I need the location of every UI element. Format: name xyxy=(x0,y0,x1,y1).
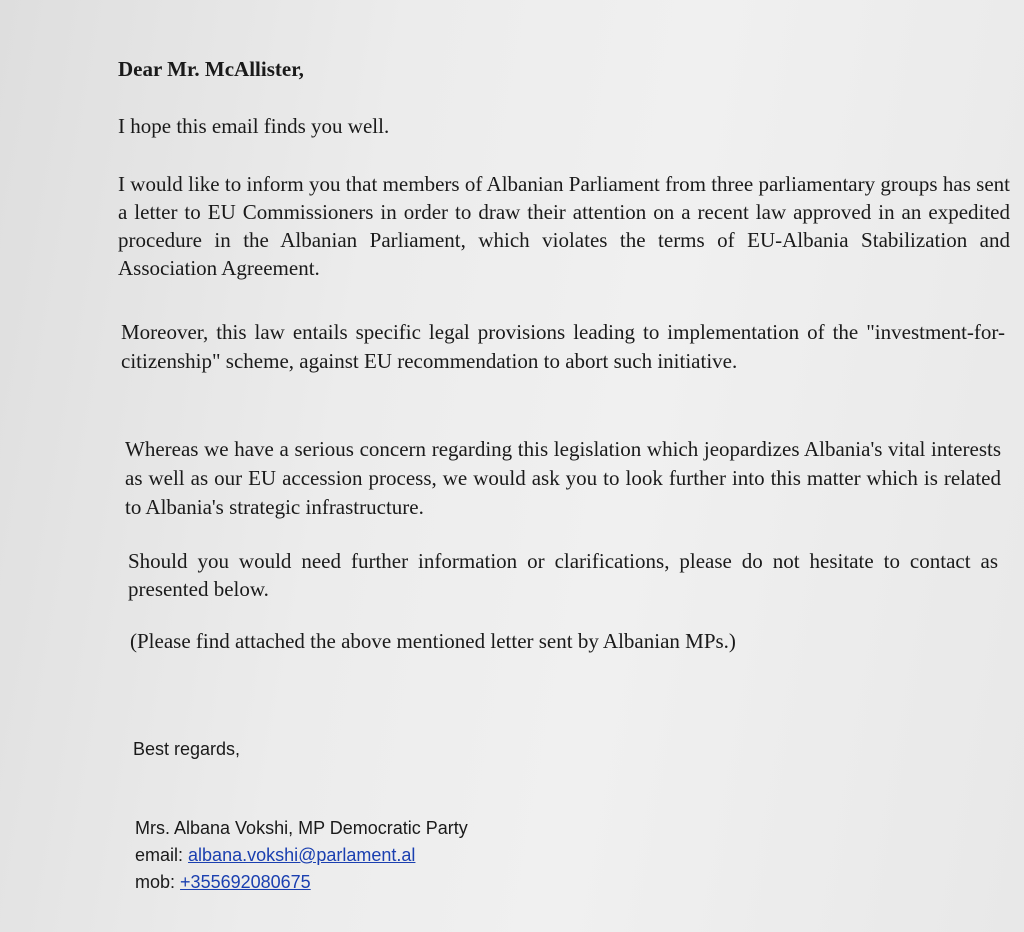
mobile-link[interactable]: +355692080675 xyxy=(180,872,311,892)
paragraph-opening: I hope this email finds you well. xyxy=(118,114,390,138)
signature-name: Mrs. Albana Vokshi, MP Democratic Party xyxy=(135,818,468,838)
paragraph-moreover: Moreover, this law entails specific legal provisions leading to implementation of the "investment-for-citizenship" scheme, against EU recommendation to abort such initiative. xyxy=(121,320,1005,373)
paragraph-inform: I would like to inform you that members of Albanian Parliament from three parliamentary groups has sent a letter to EU Commissioners in order to draw their attention on a recent law approved in an expedited procedure in the Albanian Parliament, which violates the terms of EU-Albania Stabilization and Association Agreement. xyxy=(118,172,1010,280)
paragraph-attachment: (Please find attached the above mentioned letter sent by Albanian MPs.) xyxy=(130,629,736,653)
paragraph-concern: Whereas we have a serious concern regarding this legislation which jeopardizes Albania's vital interests as well as our EU accession process, we would ask you to look further into this matter which is related to Albania's strategic infrastructure. xyxy=(125,437,1001,519)
signature-mobile-line xyxy=(135,869,468,896)
greeting: Dear Mr. McAllister, xyxy=(118,57,304,81)
email-link[interactable]: albana.vokshi@parlament.al xyxy=(188,845,416,865)
paragraph-contact: Should you would need further information or clarifications, please do not hesitate to contact as presented below. xyxy=(128,549,998,601)
closing: Best regards, xyxy=(133,739,241,759)
signature-email-line xyxy=(135,842,468,869)
email-label: email: xyxy=(135,845,184,865)
mobile-label: mob: xyxy=(135,872,176,892)
signature-block xyxy=(135,815,468,896)
